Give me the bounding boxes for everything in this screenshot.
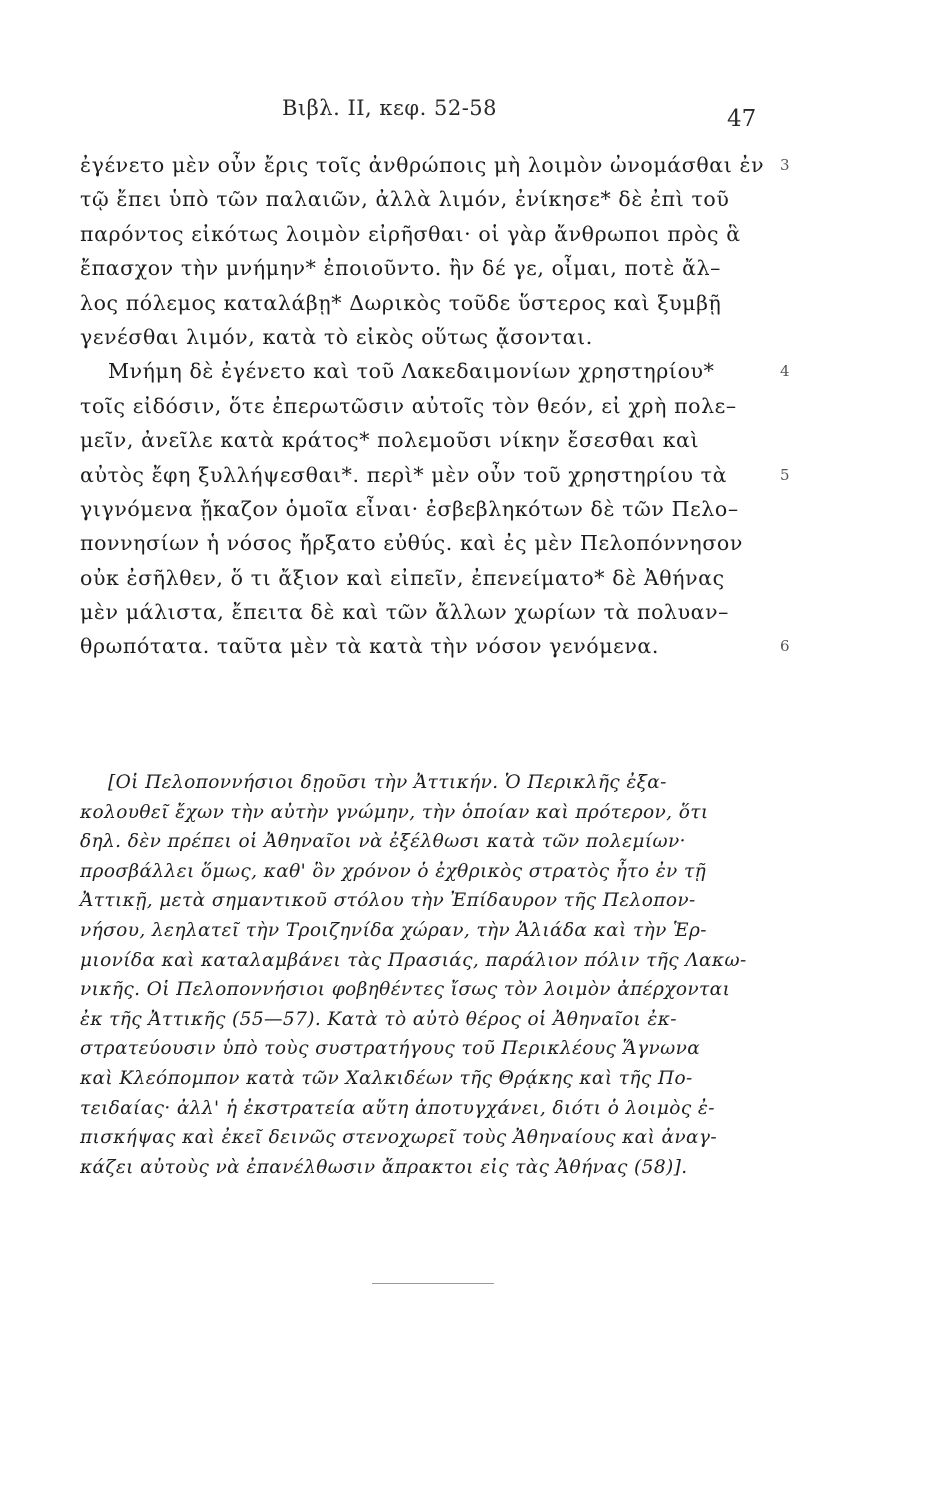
summary-line: νικῆς. Οἱ Πελοποννήσιοι φοβηθέντες ἴσως τὸν λοιμὸν ἀπέρχονται [80,979,731,1001]
section-number: 4 [780,362,791,381]
summary-line: νήσου, λεηλατεῖ τὴν Τροιζηνίδα χώραν, τὴν Ἁλιάδα καὶ τὴν Ἑρ- [80,919,707,941]
text-line: γιγνόμενα ᾔκαζον ὁμοῖα εἶναι· ἐσβεβληκότων δὲ τῶν Πελο– [80,496,739,521]
text-line: ἔπασχον τὴν μνήμην* ἐποιοῦντο. ἢν δέ γε, οἶμαι, ποτὲ ἄλ– [80,256,722,281]
summary-line: πισκήψας καὶ ἐκεῖ δεινῶς στενοχωρεῖ τοὺς Ἀθηναίους καὶ ἀναγ- [80,1127,718,1149]
summary-line: τειδαίας· ἀλλ' ἡ ἐκστρατεία αὕτη ἀποτυγχάνει, διότι ὁ λοιμὸς ἐ- [80,1097,715,1119]
summary-line: δηλ. δὲν πρέπει οἱ Ἀθηναῖοι νὰ ἐξέλθωσι κατὰ τῶν πολεμίων· [80,831,686,853]
section-number: 3 [780,156,791,174]
summary-line: ἐκ τῆς Ἀττικῆς (55—57). Κατὰ τὸ αὐτὸ θέρος οἱ Ἀθηναῖοι ἐκ- [80,1008,677,1030]
text-line: λος πόλεμος καταλάβῃ* Δωρικὸς τοῦδε ὕστερος καὶ ξυμβῇ [80,290,722,315]
summary-line: προσβάλλει ὅμως, καθ' ὃν χρόνον ὁ ἐχθρικὸς στρατὸς ἦτο ἐν τῇ [80,860,707,882]
page-number: 47 [727,106,757,132]
section-number: 5 [780,465,791,484]
text-line: ποννησίων ἡ νόσος ἤρξατο εὐθύς. καὶ ἐς μὲν Πελοπόννησον [80,531,743,556]
text-line: ἐγένετο μὲν οὖν ἔρις τοῖς ἀνθρώποις μὴ λοιμὸν ὠνομάσθαι ἐν 3 [80,148,762,182]
text-line: τῷ ἔπει ὑπὸ τῶν παλαιῶν, ἀλλὰ λιμόν, ἐνίκησε* δὲ ἐπὶ τοῦ [80,187,730,212]
modern-greek-summary [80,768,770,1182]
summary-line: Ἀττικῇ, μετὰ σημαντικοῦ στόλου τὴν Ἐπίδαυρον τῆς Πελοπον- [80,890,696,912]
text-line: τοῖς εἰδόσιν, ὅτε ἐπερωτῶσιν αὐτοῖς τὸν θεόν, εἰ χρὴ πολε– [80,393,737,418]
summary-line: καὶ Κλεόπομπον κατὰ τῶν Χαλκιδέων τῆς Θρᾴκης καὶ τῆς Πο- [80,1067,693,1089]
summary-line: κολουθεῖ ἔχων τὴν αὐτὴν γνώμην, τὴν ὁποίαν καὶ πρότερον, ὅτι [80,801,709,823]
section-divider [372,1283,494,1284]
summary-line: στρατεύουσιν ὑπὸ τοὺς συστρατήγους τοῦ Περικλέους Ἅγνωνα [80,1038,701,1060]
text-line: οὐκ ἐσῆλθεν, ὅ τι ἄξιον καὶ εἰπεῖν, ἐπενείματο* δὲ Ἀθήνας [80,565,725,590]
summary-line: κάζει αὐτοὺς νὰ ἐπανέλθωσιν ἄπρακτοι εἰς τὰς Ἀθήνας (58)]. [80,1156,688,1178]
text-line: μὲν μάλιστα, ἔπειτα δὲ καὶ τῶν ἄλλων χωρίων τὰ πολυαν– [80,600,730,625]
text-line: Μνήμη δὲ ἐγένετο καὶ τοῦ Λακεδαιμονίων χρηστηρίου* 4 [80,354,762,388]
text-line: θρωπότατα. ταῦτα μὲν τὰ κατὰ τὴν νόσον γενόμενα. 6 [80,629,762,663]
text-line: γενέσθαι λιμόν, κατὰ τὸ εἰκὸς οὕτως ᾄσονται. [80,324,593,349]
running-head: Βιβλ. ΙΙ, κεφ. 52-58 [282,96,498,120]
text-line: παρόντος εἰκότως λοιμὸν εἰρῆσθαι· οἱ γὰρ ἄνθρωποι πρὸς ἃ [80,221,741,246]
text-line: μεῖν, ἀνεῖλε κατὰ κράτος* πολεμοῦσι νίκην ἔσεσθαι καὶ [80,428,700,453]
summary-line: [Οἱ Πελοποννήσιοι δῃοῦσι τὴν Ἀττικήν. Ὁ Περικλῆς ἐξα- [108,772,667,793]
main-greek-text [80,148,791,664]
summary-line: μιονίδα καὶ καταλαμβάνει τὰς Πρασιάς, παράλιον πόλιν τῆς Λακω- [80,949,747,971]
section-number: 6 [780,637,791,656]
text-line: αὐτὸς ἔφη ξυλλήψεσθαι*. περὶ* μὲν οὖν τοῦ χρηστηρίου τὰ 5 [80,458,762,492]
